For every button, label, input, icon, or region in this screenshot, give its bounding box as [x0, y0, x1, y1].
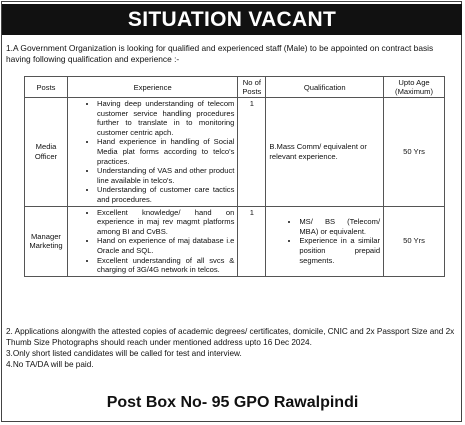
qualification	[266, 206, 384, 276]
list-item: • Hand on experience of maj database i.e Oracle and SQL.	[97, 236, 234, 255]
header-posts: Posts	[25, 77, 68, 98]
page-title: SITUATION VACANT	[2, 4, 462, 35]
list-item: • Understanding of VAS and other product line available in telco's.	[97, 166, 234, 185]
note-item: 4.No TA/DA will be paid.	[6, 360, 94, 369]
experience-cell	[67, 98, 237, 207]
list-item: • Excellent knowledge/ hand on experience in maj rev magmt platforms among BI and CvBS.	[97, 208, 234, 237]
table-row	[25, 206, 445, 276]
header-qualification: Qualification	[266, 77, 384, 98]
header-age: Upto Age (Maximum)	[384, 77, 445, 98]
num-posts: 1	[238, 98, 266, 207]
post-name: Manager Marketing	[25, 206, 68, 276]
table-header-row	[25, 77, 445, 98]
intro-text: 1.A Government Organization is looking for qualified and experienced staff (Male) to be appointed on contract basis having following qualification and experience :-	[6, 43, 434, 64]
experience-cell	[67, 206, 237, 276]
note-item: 3.Only short listed candidates will be called for test and interview.	[6, 349, 242, 358]
num-posts: 1	[238, 206, 266, 276]
table-row	[25, 98, 445, 207]
header-experience: Experience	[67, 77, 237, 98]
qualification: B.Mass Comm/ equivalent or relevant experience.	[266, 98, 384, 207]
max-age: 50 Yrs	[384, 206, 445, 276]
vacancy-table	[24, 76, 445, 277]
post-name: Media Officer	[25, 98, 68, 207]
header-num-posts: No of Posts	[238, 77, 266, 98]
list-item: • Having deep understanding of telecom customer service handling procedures further to translate in to monitoring customer centric apch.	[97, 99, 234, 137]
list-item: • Excellent understanding of all svcs & charging of 3G/4G network in telcos.	[97, 256, 234, 275]
list-item: • Hand experience in handling of Social Media plat forms according to telco's practices.	[97, 137, 234, 166]
list-item: • MS/ BS (Telecom/ MBA) or equivalent.	[299, 217, 380, 236]
list-item: • Experience in a similar position prepaid segments.	[299, 236, 380, 265]
list-item: • Understanding of customer care tactics and procedures.	[97, 185, 234, 204]
max-age: 50 Yrs	[384, 98, 445, 207]
contact-address: Post Box No- 95 GPO Rawalpindi	[106, 394, 359, 411]
note-item: 2. Applications alongwith the attested copies of academic degrees/ certificates, domicile, CNIC and 2x Passport Size and 2x Thumb Size Photographs should reach under mentioned address upto 16 Dec 2024.	[6, 327, 455, 347]
notes-section	[6, 326, 460, 370]
